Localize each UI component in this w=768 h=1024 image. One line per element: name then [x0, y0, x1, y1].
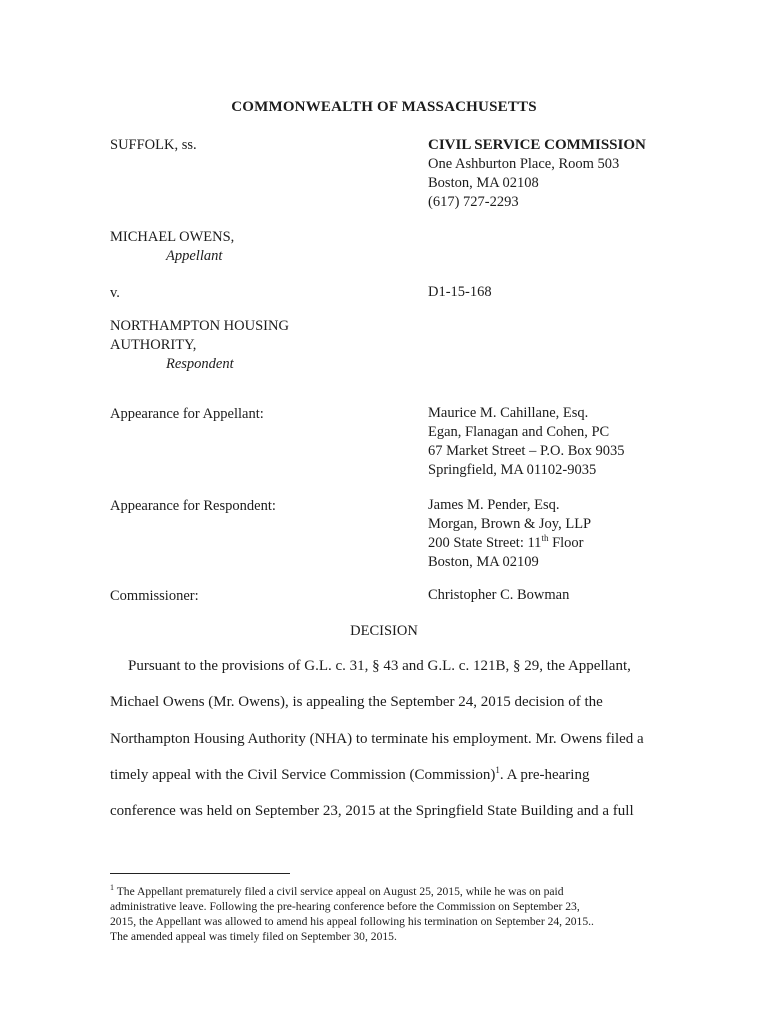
counsel-line: Morgan, Brown & Joy, LLP — [428, 516, 592, 532]
address-line: One Ashburton Place, Room 503 — [428, 156, 620, 172]
respondent-name-line: NORTHAMPTON HOUSING — [110, 318, 289, 334]
counsel-line: Maurice M. Cahillane, Esq. — [428, 405, 589, 421]
respondent-counsel — [428, 496, 591, 572]
commissioner-label: Commissioner: — [110, 588, 199, 604]
appellant-name: MICHAEL OWENS, — [110, 229, 235, 245]
agency-name: CIVIL SERVICE COMMISSION — [428, 137, 646, 153]
footnote-line: administrative leave. Following the pre-hearing conference before the Commission on September 23, — [110, 900, 580, 913]
decision-line-text: timely appeal with the Civil Service Commission (Commission) — [110, 767, 496, 783]
footnote — [110, 884, 594, 944]
counsel-line: Springfield, MA 01102-9035 — [428, 462, 597, 478]
footnote-reference: 1 — [495, 765, 500, 775]
appellant-counsel — [428, 404, 625, 480]
respondent-appearance-label: Appearance for Respondent: — [110, 498, 276, 514]
counsel-address-street: 200 State Street: 11 — [428, 535, 542, 551]
appellant-block — [110, 228, 234, 266]
footnote-divider — [110, 873, 290, 874]
agency-address — [428, 155, 619, 212]
counsel-address-floor: Floor — [548, 535, 584, 551]
footnote-line: The amended appeal was timely filed on September 30, 2015. — [110, 930, 397, 943]
counsel-line: James M. Pender, Esq. — [428, 497, 560, 513]
commissioner-name: Christopher C. Bowman — [428, 587, 570, 603]
decision-line-text: . A pre-hearing — [499, 767, 590, 783]
address-line: (617) 727-2293 — [428, 194, 519, 210]
counsel-line: Egan, Flanagan and Cohen, PC — [428, 424, 610, 440]
county-label: SUFFOLK, ss. — [110, 137, 197, 153]
docket-number: D1-15-168 — [428, 284, 492, 300]
ordinal-suffix: th — [541, 533, 549, 544]
address-line: Boston, MA 02108 — [428, 175, 539, 191]
respondent-block — [110, 317, 289, 374]
counsel-line: 67 Market Street – P.O. Box 9035 — [428, 443, 625, 459]
respondent-name-line: AUTHORITY, — [110, 337, 197, 353]
decision-line: conference was held on September 23, 2015 at the Springfield State Building and a full — [110, 803, 634, 819]
footnote-line: 2015, the Appellant was allowed to amend his appeal following his termination on September 24, 2015.. — [110, 915, 594, 928]
counsel-line: Boston, MA 02109 — [428, 554, 539, 570]
decision-line — [110, 767, 589, 784]
decision-line: Northampton Housing Authority (NHA) to terminate his employment. Mr. Owens filed a — [110, 731, 644, 747]
decision-heading: DECISION — [350, 623, 418, 639]
appellant-appearance-label: Appearance for Appellant: — [110, 406, 264, 422]
appellant-role: Appellant — [166, 248, 223, 264]
footnote-text: The Appellant prematurely filed a civil service appeal on August 25, 2015, while he was on paid — [114, 885, 564, 898]
decision-line: Michael Owens (Mr. Owens), is appealing the September 24, 2015 decision of the — [110, 694, 603, 710]
footnote-line — [110, 884, 594, 899]
versus-label: v. — [110, 285, 120, 301]
decision-line: Pursuant to the provisions of G.L. c. 31, § 43 and G.L. c. 121B, § 29, the Appellant, — [128, 658, 631, 674]
footnote-marker: 1 — [110, 883, 114, 893]
respondent-role: Respondent — [166, 356, 234, 372]
document-title: COMMONWEALTH OF MASSACHUSETTS — [231, 99, 537, 115]
counsel-line — [428, 534, 591, 553]
